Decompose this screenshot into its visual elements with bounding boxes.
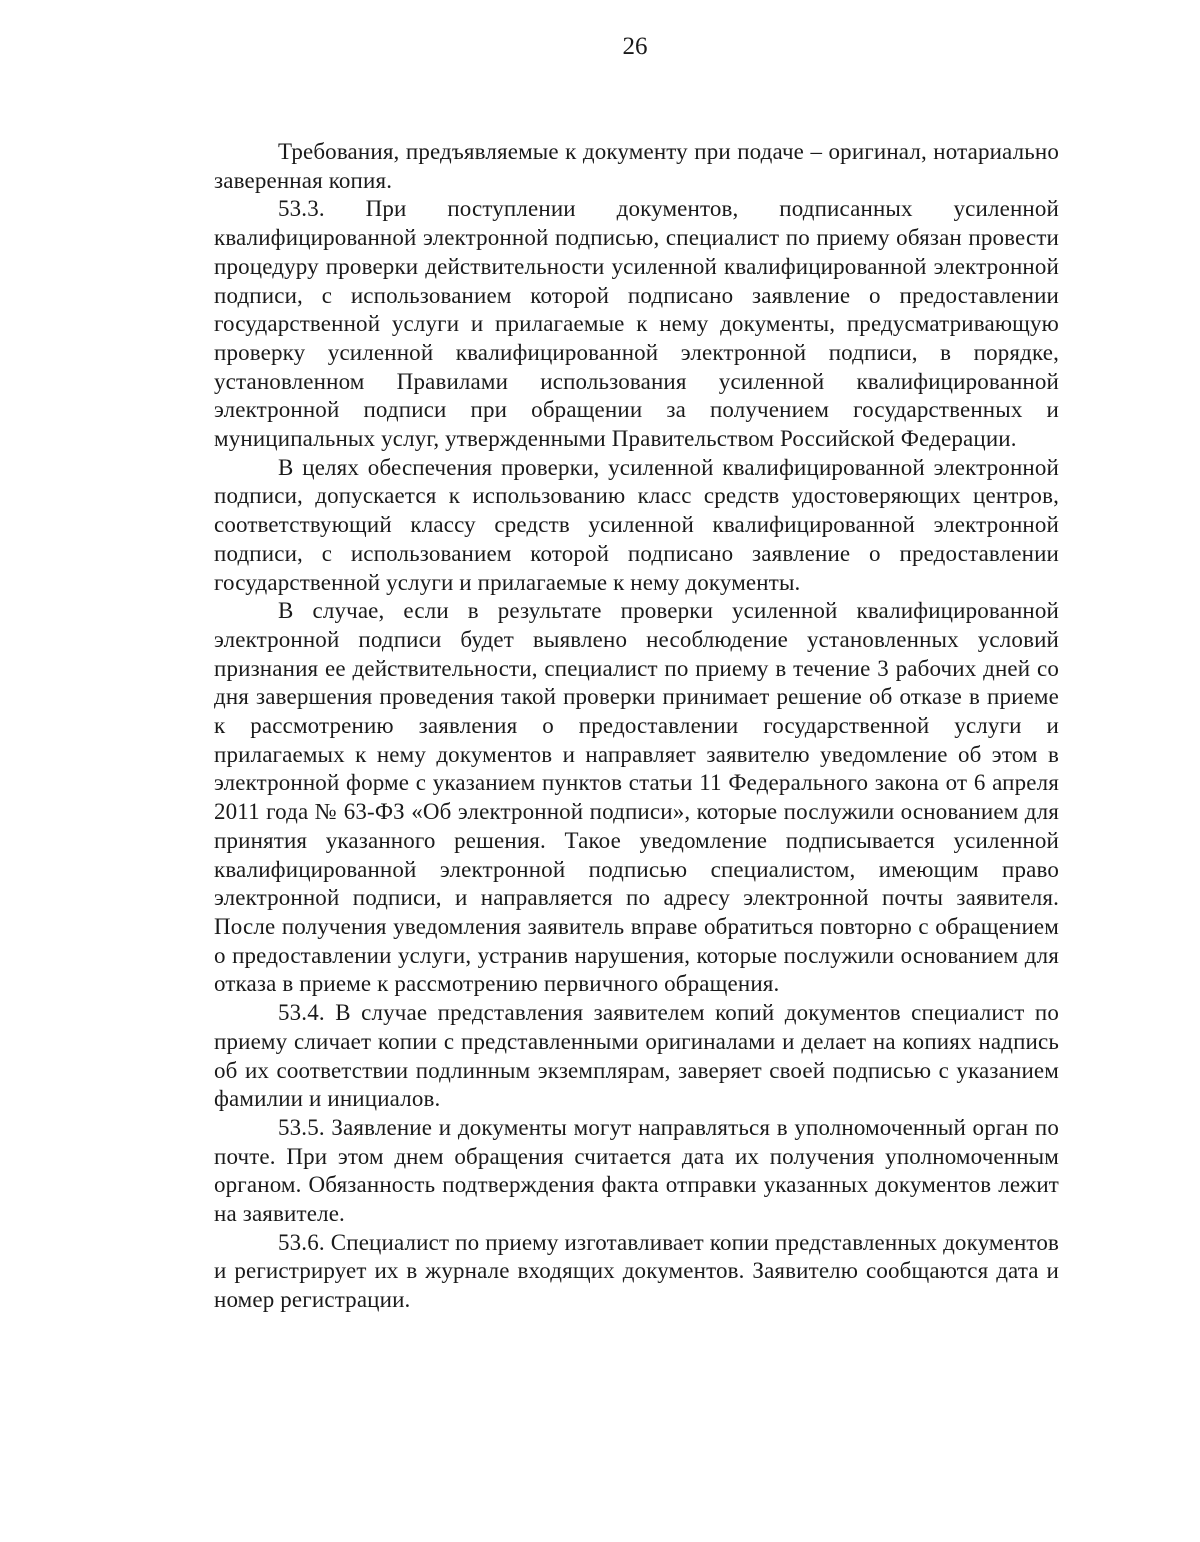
- paragraph-53-3: 53.3. При поступлении документов, подписанных усиленной квалифицированной электронной подписью, специалист по приему обязан провести процедуру проверки действительности усиленной квалифицированной электронной подписи, с использованием которой подписано заявление о предоставлении государственной услуги и прилагаемые к нему документы, предусматривающую проверку усиленной квалифицированной электронной подписи, в порядке, установленном Правилами использования усиленной квалифицированной электронной подписи при обращении за получением государственных и муниципальных услуг, утвержденными Правительством Российской Федерации.: [214, 196, 1059, 452]
- paragraph-verification-class: В целях обеспечения проверки, усиленной квалифицированной электронной подписи, допускается к использованию класс средств удостоверяющих центров, соответствующий классу средств усиленной квалифицированной электронной подписи, с использованием которой подписано заявление о предоставлении государственной услуги и прилагаемые к нему документы.: [214, 454, 1059, 595]
- document-body: [214, 138, 1059, 1315]
- paragraph-53-5: 53.5. Заявление и документы могут направляться в уполномоченный орган по почте. При этом днем обращения считается дата их получения уполномоченным органом. Обязанность подтверждения факта отправки указанных документов лежит на заявителе.: [214, 1114, 1059, 1227]
- paragraph-53-6: 53.6. Специалист по приему изготавливает копии представленных документов и регистрирует их в журнале входящих документов. Заявителю сообщаются дата и номер регистрации.: [214, 1229, 1059, 1313]
- paragraph-53-4: 53.4. В случае представления заявителем копий документов специалист по приему сличает копии с представленными оригиналами и делает на копиях надпись об их соответствии подлинным экземплярам, заверяет своей подписью с указанием фамилии и инициалов.: [214, 1000, 1059, 1112]
- page-number: 26: [622, 33, 648, 60]
- paragraph-requirements: Требования, предъявляемые к документу при подаче – оригинал, нотариально заверенная копия.: [214, 139, 1059, 193]
- paragraph-refusal: В случае, если в результате проверки усиленной квалифицированной электронной подписи будет выявлено несоблюдение установленных условий признания ее действительности, специалист по приему в течение 3 рабочих дней со дня завершения проведения такой проверки принимает решение об отказе в приеме к рассмотрению заявления о предоставлении государственной услуги и прилагаемых к нему документов и направляет заявителю уведомление об этом в электронной форме с указанием пунктов статьи 11 Федерального закона от 6 апреля 2011 года № 63-ФЗ «Об электронной подписи», которые послужили основанием для принятия указанного решения. Такое уведомление подписывается усиленной квалифицированной электронной подписью специалистом, имеющим право электронной подписи, и направляется по адресу электронной почты заявителя. После получения уведомления заявитель вправе обратиться повторно с обращением о предоставлении услуги, устранив нарушения, которые послужили основанием для отказа в приеме к рассмотрению первичного обращения.: [214, 598, 1059, 997]
